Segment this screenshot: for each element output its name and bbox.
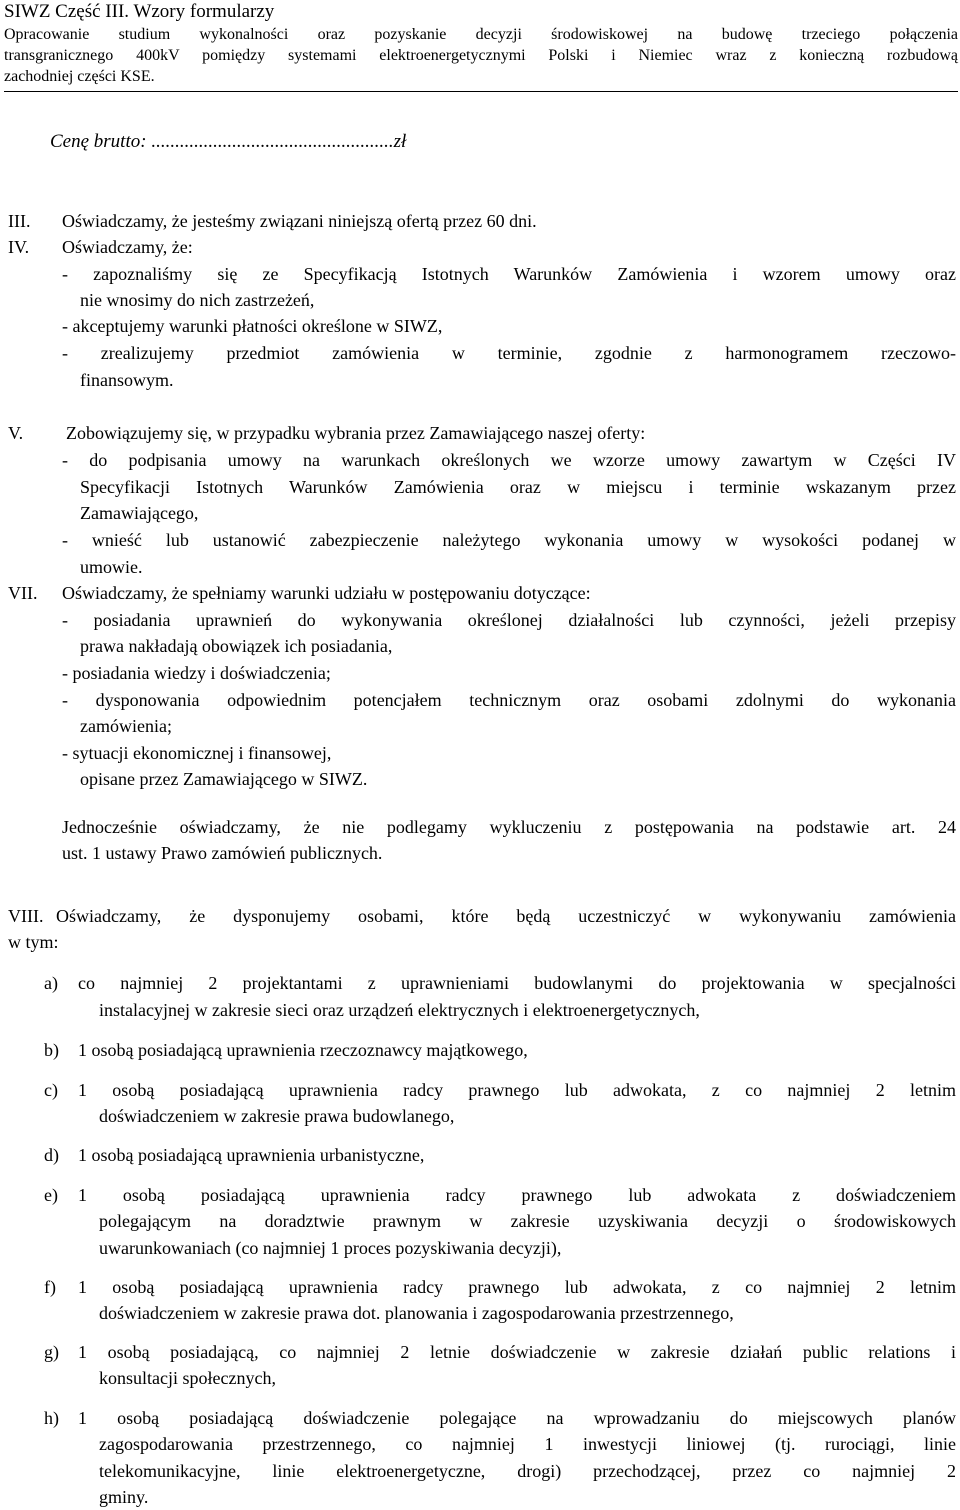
- list-item-g-line-2: konsultacji społecznych,: [99, 1368, 276, 1388]
- section-5-text: Zobowiązujemy się, w przypadku wybrania przez Zamawiającego naszej oferty:: [66, 423, 646, 443]
- header-subtitle-line-2: transgranicznego 400kV pomiędzy systemami elektroenergetycznymi Polski i Niemiec wraz z konieczną rozbudową: [4, 47, 958, 64]
- price-line: [50, 129, 406, 155]
- section-4-text: Oświadczamy, że:: [62, 237, 193, 257]
- list-item-g-line-1: 1 osobą posiadającą, co najmniej 2 letnie doświadczenie w zakresie działań public relations i: [78, 1342, 956, 1362]
- section-number-5: V.: [8, 423, 24, 443]
- section-4-line-4: - zrealizujemy przedmiot zamówienia w terminie, zgodnie z harmonogramem rzeczowo-: [62, 343, 956, 363]
- section-7-line-3: - posiadania wiedzy i doświadczenia;: [62, 663, 331, 683]
- section-4-line-5: finansowym.: [80, 370, 174, 390]
- section-4-line-1: - zapoznaliśmy się ze Specyfikacją Istotnych Warunków Zamówienia i wzorem umowy oraz: [62, 264, 956, 284]
- list-item-c-line-1: 1 osobą posiadającą uprawnienia radcy prawnego lub adwokata, z co najmniej 2 letnim: [78, 1080, 956, 1100]
- section-7-paragraph-line-1: Jednocześnie oświadczamy, że nie podlegamy wykluczeniu z postępowania na podstawie art. 24: [62, 817, 956, 837]
- list-item-e-line-3: uwarunkowaniach (co najmniej 1 proces pozyskiwania decyzji),: [99, 1238, 562, 1258]
- section-number-7: VII.: [8, 583, 38, 603]
- section-8-text-line-2: w tym:: [8, 932, 59, 952]
- section-7-line-4: - dysponowania odpowiednim potencjałem technicznym oraz osobami zdolnymi do wykonania: [62, 690, 956, 710]
- price-label: Cenę brutto:: [50, 131, 147, 152]
- list-item-e-line-1: 1 osobą posiadającą uprawnienia radcy prawnego lub adwokata z doświadczeniem: [78, 1185, 956, 1205]
- section-7-line-7: opisane przez Zamawiającego w SIWZ.: [80, 769, 368, 789]
- section-4-line-3: - akceptujemy warunki płatności określone w SIWZ,: [62, 316, 443, 336]
- section-7-line-5: zamówienia;: [80, 716, 172, 736]
- section-5-line-4: - wnieść lub ustanowić zabezpieczenie należytego wykonania umowy w wysokości podanej w: [62, 530, 956, 550]
- section-3-text: Oświadczamy, że jesteśmy związani niniejszą ofertą przez 60 dni.: [62, 211, 537, 231]
- section-7-line-6: - sytuacji ekonomicznej i finansowej,: [62, 743, 332, 763]
- list-item-letter-a: a): [44, 973, 58, 993]
- section-number-3: III.: [8, 211, 31, 231]
- document-header: [4, 0, 958, 92]
- section-5-line-2: Specyfikacji Istotnych Warunków Zamówienia oraz w miejscu i terminie wskazanym przez: [80, 477, 956, 497]
- section-4-line-2: nie wnosimy do nich zastrzeżeń,: [80, 290, 315, 310]
- list-item-h-line-3: telekomunikacyjne, linie elektroenergetyczne, drogi) przechodzącej, przez co najmniej 2: [99, 1461, 956, 1481]
- section-number-4: IV.: [8, 237, 30, 257]
- list-item-h-line-4: gminy.: [99, 1487, 149, 1507]
- list-item-f-line-2: doświadczeniem w zakresie prawa dot. planowania i zagospodarowania przestrzennego,: [99, 1303, 734, 1323]
- section-7-paragraph-line-2: ust. 1 ustawy Prawo zamówień publicznych.: [62, 843, 383, 863]
- list-item-f-line-1: 1 osobą posiadającą uprawnienia radcy prawnego lub adwokata, z co najmniej 2 letnim: [78, 1277, 956, 1297]
- section-number-8: VIII.: [8, 906, 44, 926]
- list-item-letter-d: d): [44, 1145, 59, 1165]
- section-7-line-1: - posiadania uprawnień do wykonywania określonej działalności lub czynności, jeżeli przepisy: [62, 610, 956, 630]
- header-subtitle-line-3: zachodniej części KSE.: [4, 68, 155, 85]
- list-item-letter-c: c): [44, 1080, 58, 1100]
- header-subtitle-line-1: Opracowanie studium wykonalności oraz pozyskanie decyzji środowiskowej na budowę trzeciego połączenia: [4, 26, 958, 43]
- list-item-d-line-1: 1 osobą posiadającą uprawnienia urbanistyczne,: [78, 1145, 425, 1165]
- section-5-line-5: umowie.: [80, 557, 143, 577]
- list-item-c-line-2: doświadczeniem w zakresie prawa budowlanego,: [99, 1106, 455, 1126]
- list-item-letter-g: g): [44, 1342, 59, 1362]
- section-7-line-2: prawa nakładają obowiązek ich posiadania,: [80, 636, 393, 656]
- list-item-h-line-2: zagospodarowania przestrzennego, co najmniej 1 inwestycji liniowej (tj. rurociągi, linie: [99, 1434, 956, 1454]
- list-item-letter-e: e): [44, 1185, 58, 1205]
- price-dots: ...................................................zł: [146, 131, 407, 152]
- list-item-letter-b: b): [44, 1040, 59, 1060]
- section-5-line-1: - do podpisania umowy na warunkach określonych we wzorze umowy zawartym w Części IV: [62, 450, 956, 470]
- list-item-a-line-1: co najmniej 2 projektantami z uprawnieniami budowlanymi do projektowania w specjalności: [78, 973, 956, 993]
- list-item-e-line-2: polegającym na doradztwie prawnym w zakresie uzyskiwania decyzji o środowiskowych: [99, 1211, 956, 1231]
- section-7-text: Oświadczamy, że spełniamy warunki udziału w postępowaniu dotyczące:: [62, 583, 591, 603]
- section-5-line-3: Zamawiającego,: [80, 503, 199, 523]
- list-item-b-line-1: 1 osobą posiadającą uprawnienia rzeczoznawcy majątkowego,: [78, 1040, 528, 1060]
- section-8-text: Oświadczamy, że dysponujemy osobami, które będą uczestniczyć w wykonywaniu zamówienia: [56, 906, 956, 926]
- list-item-letter-h: h): [44, 1408, 59, 1428]
- list-item-letter-f: f): [44, 1277, 56, 1297]
- list-item-h-line-1: 1 osobą posiadającą doświadczenie polegające na wprowadzaniu do miejscowych planów: [78, 1408, 956, 1428]
- list-item-a-line-2: instalacyjnej w zakresie sieci oraz urządzeń elektrycznych i elektroenergetycznych,: [99, 1000, 700, 1020]
- header-title: SIWZ Część III. Wzory formularzy: [4, 1, 275, 22]
